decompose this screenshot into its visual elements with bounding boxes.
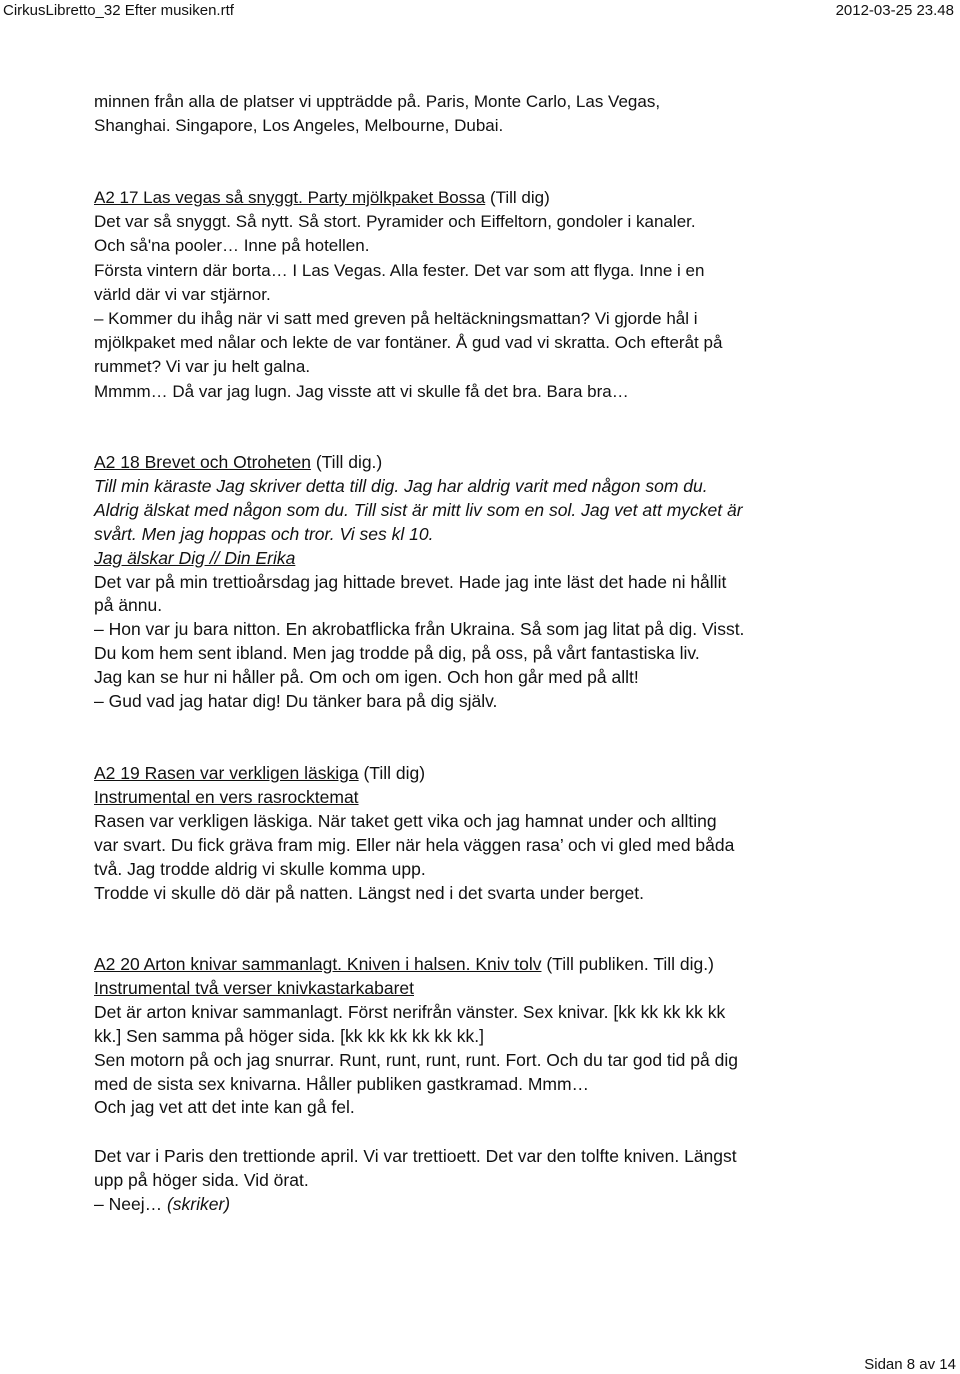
- document-datetime: 2012-03-25 23.48: [835, 2, 954, 19]
- section-18-heading: [94, 451, 874, 475]
- stage-direction: (skriker): [166, 1193, 231, 1214]
- section-17-line: värld där vi var stjärnor.: [94, 284, 271, 304]
- section-17-title: A2 17 Las vegas så snyggt. Party mjölkpaket Bossa: [94, 188, 486, 207]
- section-19: [94, 762, 874, 905]
- document-filename: CirkusLibretto_32 Efter musiken.rtf: [3, 2, 234, 19]
- intro-line: minnen från alla de platser vi uppträdde på. Paris, Monte Carlo, Las Vegas,: [94, 92, 661, 111]
- section-20-title-suffix: (Till publiken. Till dig.): [541, 954, 714, 974]
- section-20-title: A2 20 Arton knivar sammanlagt. Kniven i halsen. Kniv tolv: [94, 954, 542, 974]
- section-20-line: med de sista sex knivarna. Håller publiken gastkramad. Mmm…: [94, 1073, 590, 1094]
- page-number: Sidan 8 av 14: [864, 1356, 956, 1373]
- letter-line: svårt. Men jag hoppas och tror. Vi ses kl 10.: [94, 523, 434, 544]
- section-19-subtitle: Instrumental en vers rasrocktemat: [94, 786, 359, 807]
- section-18-line: på ännu.: [94, 595, 163, 616]
- section-20-line: upp på höger sida. Vid örat.: [94, 1169, 309, 1190]
- section-17: [94, 186, 874, 404]
- section-20-continued: [94, 1145, 874, 1217]
- section-19-title: A2 19 Rasen var verkligen läskiga: [94, 763, 359, 783]
- section-17-line: rummet? Vi var ju helt galna.: [94, 357, 311, 377]
- intro-line: Shanghai. Singapore, Los Angeles, Melbourne, Dubai.: [94, 116, 504, 136]
- intro-section: [94, 90, 874, 138]
- section-19-heading: [94, 762, 874, 786]
- section-17-line: Och så'na pooler… Inne på hotellen.: [94, 236, 370, 256]
- section-20-line: Och jag vet att det inte kan gå fel.: [94, 1097, 355, 1118]
- section-18-line: Du kom hem sent ibland. Men jag trodde på dig, på oss, på vårt fantastiska liv.: [94, 643, 700, 664]
- section-17-line: – Kommer du ihåg när vi satt med greven på heltäckningsmattan? Vi gjorde hål i: [94, 309, 698, 329]
- section-17-heading: [94, 186, 874, 210]
- section-20: [94, 953, 874, 1120]
- letter-line: Till min käraste Jag skriver detta till dig. Jag har aldrig varit med någon som du.: [94, 475, 708, 496]
- section-20-line: Det är arton knivar sammanlagt. Först nerifrån vänster. Sex knivar. [kk kk kk kk kk: [94, 1001, 726, 1022]
- section-19-title-suffix: (Till dig): [358, 763, 426, 783]
- section-19-line: två. Jag trodde aldrig vi skulle komma upp.: [94, 858, 426, 879]
- section-20-line: kk.] Sen samma på höger sida. [kk kk kk kk kk kk.]: [94, 1025, 484, 1046]
- section-18-line: Det var på min trettioårsdag jag hittade brevet. Hade jag inte läst det hade ni hållit: [94, 571, 727, 592]
- section-17-line: Mmmm… Då var jag lugn. Jag visste att vi skulle få det bra. Bara bra…: [94, 381, 629, 401]
- section-19-line: Rasen var verkligen läskiga. När taket gett vika och jag hamnat under och allting: [94, 810, 717, 831]
- letter-line: Aldrig älskat med någon som du. Till sist är mitt liv som en sol. Jag vet att mycket är: [94, 499, 743, 520]
- section-17-line: Det var så snyggt. Så nytt. Så stort. Pyramider och Eiffeltorn, gondoler i kanaler.: [94, 212, 696, 232]
- dialogue-line: – Neej…: [94, 1193, 167, 1214]
- section-20-line: Sen motorn på och jag snurrar. Runt, runt, runt, runt. Fort. Och du tar god tid på dig: [94, 1049, 738, 1070]
- section-18-title-suffix: (Till dig.): [310, 452, 383, 472]
- letter-signature: Jag älskar Dig // Din Erika: [94, 547, 296, 568]
- section-18-title: A2 18 Brevet och Otroheten: [94, 452, 311, 472]
- section-20-heading: [94, 953, 874, 977]
- section-18-line: – Gud vad jag hatar dig! Du tänker bara på dig själv.: [94, 691, 498, 712]
- section-20-line: Det var i Paris den trettionde april. Vi var trettioett. Det var den tolfte kniven. Längst: [94, 1146, 737, 1166]
- section-17-title-suffix: (Till dig): [485, 188, 550, 207]
- section-17-line: mjölkpaket med nålar och lekte de var fontäner. Å gud vad vi skratta. Och efteråt på: [94, 333, 723, 353]
- section-18-line: Jag kan se hur ni håller på. Om och om igen. Och hon går med på allt!: [94, 667, 639, 688]
- section-18-line: – Hon var ju bara nitton. En akrobatflicka från Ukraina. Så som jag litat på dig. Visst.: [94, 619, 745, 640]
- section-19-line: Trodde vi skulle dö där på natten. Längst ned i det svarta under berget.: [94, 882, 644, 903]
- section-20-last-line: [94, 1193, 874, 1217]
- section-20-subtitle: Instrumental två verser knivkastarkabaret: [94, 977, 414, 998]
- section-19-line: var svart. Du fick gräva fram mig. Eller när hela väggen rasa’ och vi gled med båda: [94, 834, 735, 855]
- section-17-line: Första vintern där borta… I Las Vegas. Alla fester. Det var som att flyga. Inne i en: [94, 260, 705, 280]
- section-18: [94, 451, 874, 714]
